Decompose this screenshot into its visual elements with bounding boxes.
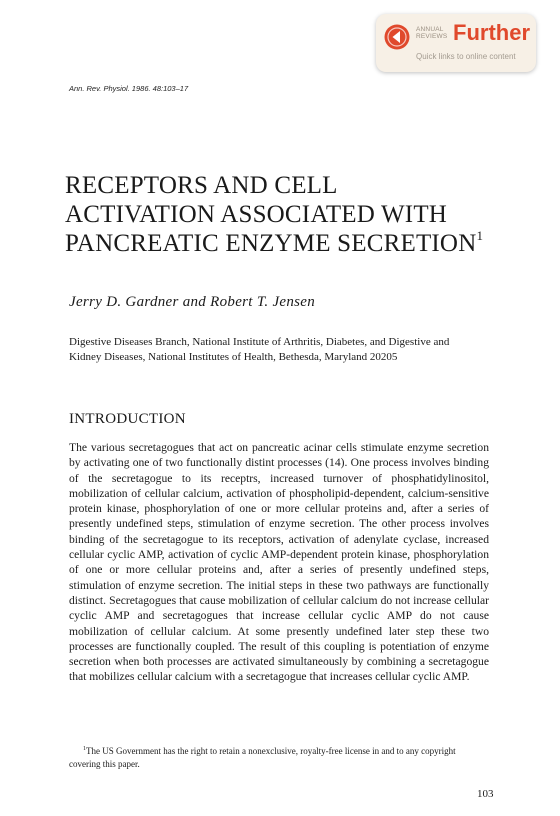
badge-brand-line2: REVIEWS: [416, 33, 448, 40]
badge-subtitle[interactable]: Quick links to online content: [416, 52, 516, 61]
footnote: [69, 745, 489, 770]
authors: Jerry D. Gardner and Robert T. Jensen: [69, 294, 316, 310]
play-arrow-icon: [384, 24, 410, 50]
title-line-2: ACTIVATION ASSOCIATED WITH: [65, 201, 448, 228]
title-footnote-marker[interactable]: 1: [476, 228, 484, 243]
further-badge[interactable]: [376, 14, 536, 72]
section-heading-introduction: INTRODUCTION: [69, 411, 186, 427]
affiliation: [69, 335, 499, 365]
footnote-marker: 1: [83, 746, 86, 752]
footnote-text: The US Government has the right to retain a nonexclusive, royalty-free license in and to any copyright covering this paper.: [69, 746, 456, 769]
title-line-3: [65, 229, 515, 258]
paper-title: [65, 171, 515, 258]
badge-further-label: Further: [453, 20, 530, 45]
title-line-1: RECEPTORS AND CELL: [65, 172, 338, 199]
page-number: 103: [477, 788, 494, 800]
badge-brand-line1: ANNUAL: [416, 26, 444, 33]
journal-citation: Ann. Rev. Physiol. 1986. 48:103–17: [69, 84, 189, 93]
title-line-3-text: PANCREATIC ENZYME SECRETION: [65, 230, 477, 257]
affiliation-line-1: Digestive Diseases Branch, National Institute of Arthritis, Diabetes, and Digestive and: [69, 336, 450, 348]
affiliation-line-2: Kidney Diseases, National Institutes of Health, Bethesda, Maryland 20205: [69, 351, 398, 363]
introduction-paragraph: The various secretagogues that act on pancreatic acinar cells stimulate enzyme secretion by activating one of two functionally distint processes (14). One process involves binding of the secretagogue to its receptrs, increased turnover of phosphatidylinositol, mobilization of cellular calcium, activation of phospholipid-dependent, calcium-sensitive protein kinase, phosphorylation of one or more cellular proteins and, after a series of presently undefined steps, stimulation of enzyme secretion. The other process involves binding of the secretagogue to its receptors, activation of adenylate cyclase, increased cellular cyclic AMP, activation of cyclic AMP-dependent protein kinase, phosphorylation of one or more cellular proteins and, after a series of presently undefined steps, stimulation of enzyme secretion. The initial steps in these two pathways are functionally distinct. Secretagogues that cause mobilization of cellular calcium do not increase cellular cyclic AMP and secretagogues that increase cellular cyclic AMP do not cause mobilization of cellular calcium. At some presently undefined later step these two processes are functionally coupled. The result of this coupling is potentiation of enzyme secretion when both processes are activated simultaneously by combining a secretagogue that mobilizes cellular calcium with a secretagogue that increases cellular cyclic AMP.: [69, 441, 489, 684]
badge-brand: [416, 26, 447, 40]
